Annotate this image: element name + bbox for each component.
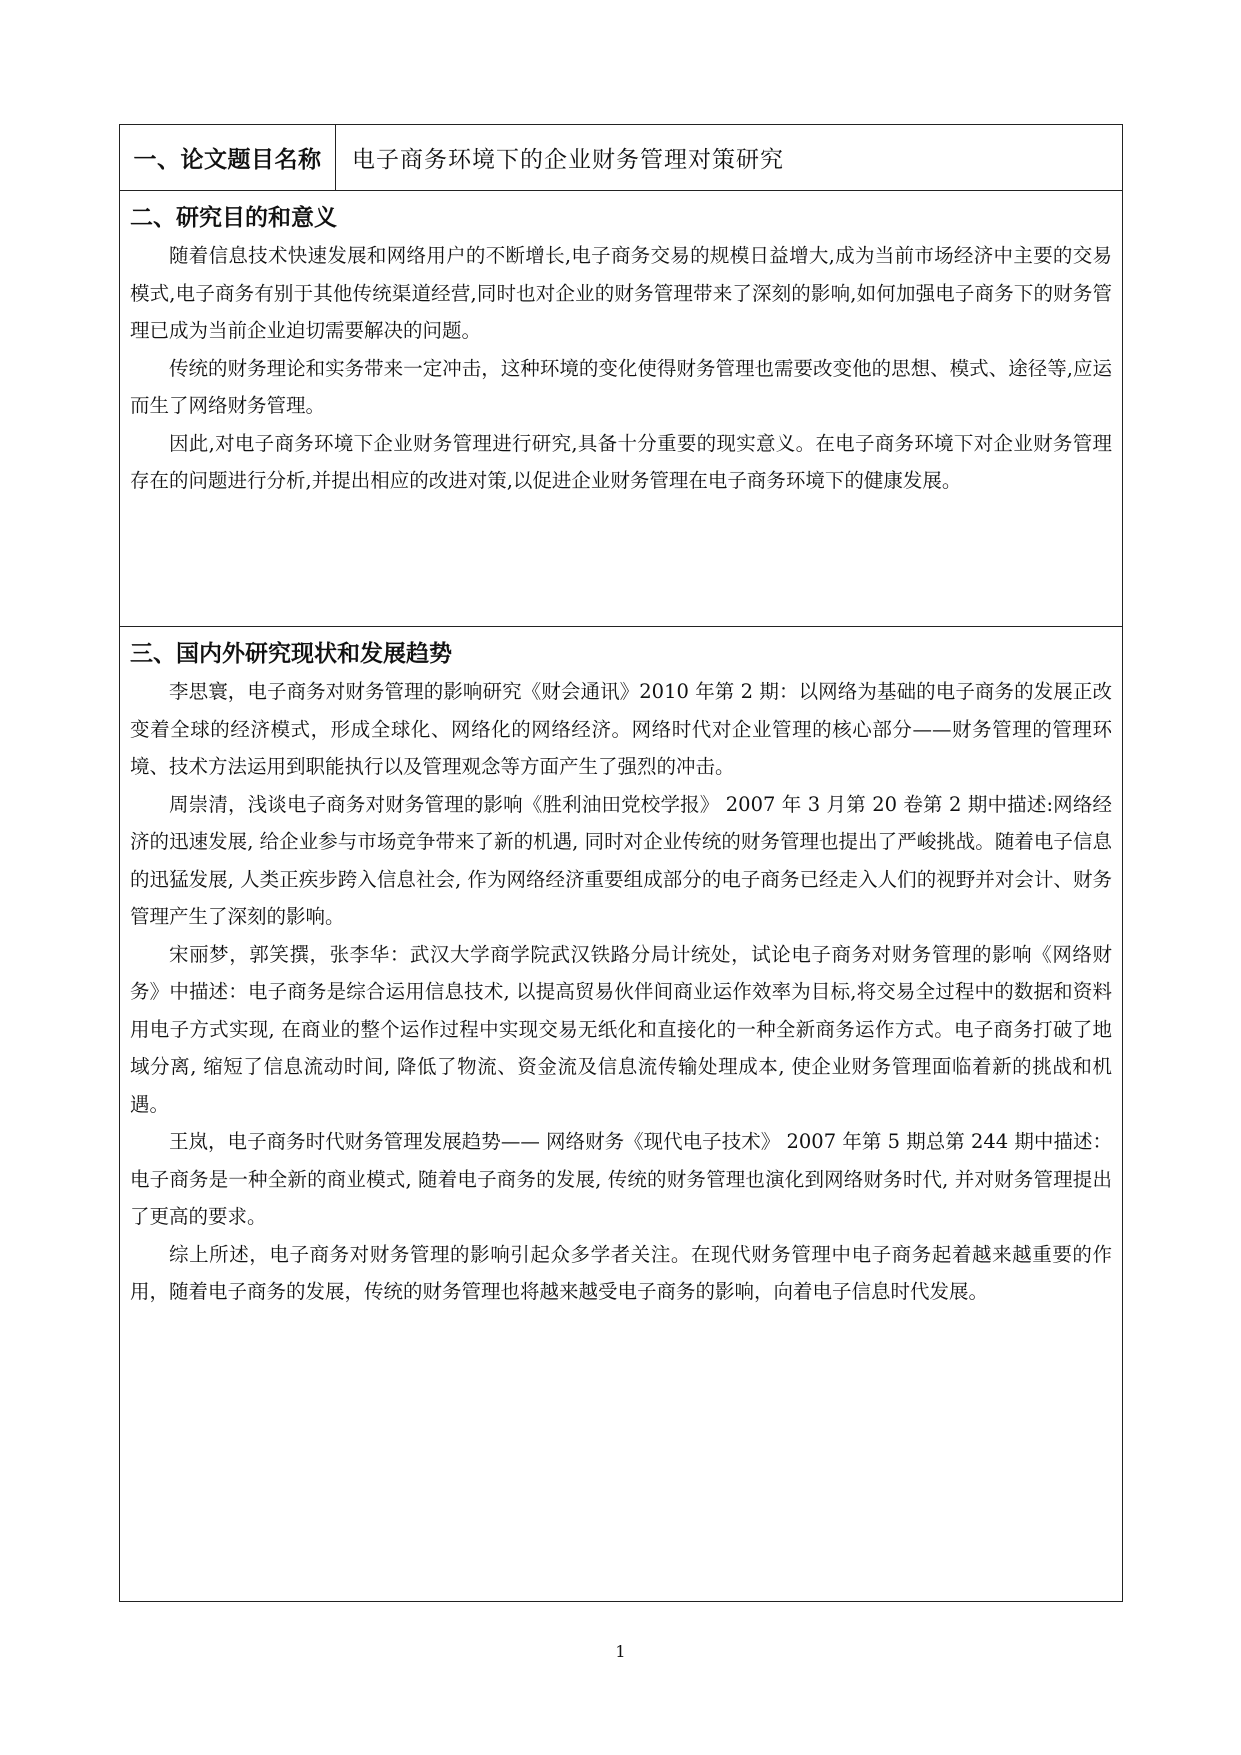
research-status-section bbox=[120, 627, 1122, 1601]
research-purpose-heading: 二、研究目的和意义 bbox=[130, 204, 337, 231]
research-status-heading: 三、国内外研究现状和发展趋势 bbox=[130, 640, 452, 667]
thesis-title-label: 一、论文题目名称 bbox=[120, 125, 336, 190]
research-status-paragraph: 王岚，电子商务时代财务管理发展趋势—— 网络财务《现代电子技术》 2007 年第 5 期总第 244 期中描述：电子商务是一种全新的商业模式, 随着电子商务的发展, 传统的财务管理也演化到网络财务时代, 并对财务管理提出了更高的要求。 bbox=[130, 1130, 1112, 1228]
research-status-paragraph: 综上所述，电子商务对财务管理的影响引起众多学者关注。在现代财务管理中电子商务起着越来越重要的作用，随着电子商务的发展，传统的财务管理也将越来越受电子商务的影响，向着电子信息时代发展。 bbox=[130, 1242, 1112, 1303]
page-number: 1 bbox=[615, 1642, 626, 1661]
research-purpose-paragraph: 传统的财务理论和实务带来一定冲击，这种环境的变化使得财务管理也需要改变他的思想、模式、途径等,应运而生了网络财务管理。 bbox=[130, 356, 1112, 417]
research-purpose-paragraph: 因此,对电子商务环境下企业财务管理进行研究,具备十分重要的现实意义。在电子商务环境下对企业财务管理存在的问题进行分析,并提出相应的改进对策,以促进企业财务管理在电子商务环境下的健康发展。 bbox=[130, 431, 1112, 492]
research-status-paragraph: 周崇清，浅谈电子商务对财务管理的影响《胜利油田党校学报》 2007 年 3 月第 20 卷第 2 期中描述:网络经济的迅速发展, 给企业参与市场竞争带来了新的机遇, 同时对企业传统的财务管理也提出了严峻挑战。随着电子信息的迅猛发展, 人类正疾步跨入信息社会, 作为网络经济重要组成部分的电子商务已经走入人们的视野并对会计、财务管理产生了深刻的影响。 bbox=[130, 792, 1112, 928]
thesis-title-value: 电子商务环境下的企业财务管理对策研究 bbox=[352, 147, 784, 173]
thesis-title-row bbox=[120, 125, 1122, 191]
research-status-paragraph: 李思寰，电子商务对财务管理的影响研究《财会通讯》2010 年第 2 期：以网络为基础的电子商务的发展正改变着全球的经济模式，形成全球化、网络化的网络经济。网络时代对企业管理的核心部分——财务管理的管理环境、技术方法运用到职能执行以及管理观念等方面产生了强烈的冲击。 bbox=[130, 680, 1112, 778]
research-purpose-section bbox=[120, 191, 1122, 627]
proposal-form-table bbox=[119, 124, 1123, 1602]
research-purpose-paragraph: 随着信息技术快速发展和网络用户的不断增长,电子商务交易的规模日益增大,成为当前市场经济中主要的交易模式,电子商务有别于其他传统渠道经营,同时也对企业的财务管理带来了深刻的影响,如何加强电子商务下的财务管理已成为当前企业迫切需要解决的问题。 bbox=[130, 244, 1112, 342]
research-status-paragraph: 宋丽梦，郭笑撰，张李华：武汉大学商学院武汉铁路分局计统处，试论电子商务对财务管理的影响《网络财务》中描述：电子商务是综合运用信息技术, 以提高贸易伙伴间商业运作效率为目标,将交易全过程中的数据和资料用电子方式实现, 在商业的整个运作过程中实现交易无纸化和直接化的一种全新商务运作方式。电子商务打破了地域分离, 缩短了信息流动时间, 降低了物流、资金流及信息流传输处理成本, 使企业财务管理面临着新的挑战和机遇。 bbox=[130, 942, 1112, 1116]
